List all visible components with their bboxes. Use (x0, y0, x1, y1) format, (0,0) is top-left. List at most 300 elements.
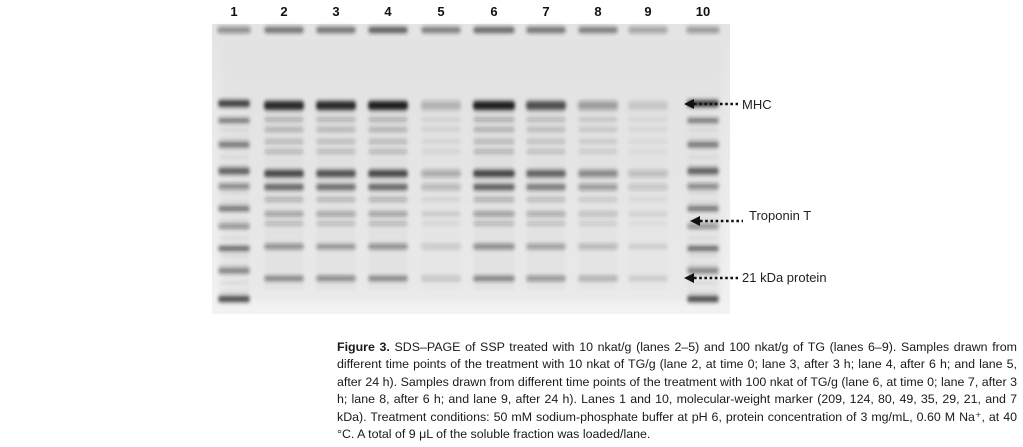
gel-band (474, 286, 514, 288)
gel-band (527, 238, 565, 240)
gel-band (422, 238, 460, 240)
lane-number: 6 (490, 4, 498, 19)
gel-band (219, 237, 249, 239)
gel-band (317, 136, 355, 138)
gel-band (219, 129, 249, 131)
gel-band (473, 101, 515, 110)
gel-band (317, 226, 355, 228)
gel-band (265, 262, 303, 264)
gel-band (219, 210, 249, 212)
gel-band (579, 232, 617, 234)
gel-band (473, 222, 515, 225)
gel-band (369, 166, 407, 168)
gel-band (369, 262, 407, 264)
gel-band (688, 174, 718, 176)
gel-band (688, 120, 718, 122)
gel-band (219, 264, 249, 266)
gel-band (579, 196, 617, 198)
lane-number: 2 (280, 4, 288, 19)
gel-band (422, 130, 460, 132)
gel-band (265, 136, 303, 138)
gel-band (422, 142, 460, 144)
gel-band (629, 190, 667, 192)
gel-band (474, 262, 514, 264)
gel-band (317, 196, 355, 198)
gel-band (579, 250, 617, 252)
gel-band (527, 214, 565, 216)
gel-band (527, 142, 565, 144)
gel-band (579, 268, 617, 270)
gel-band (578, 222, 618, 225)
gel-band (316, 150, 356, 153)
gel-band (265, 214, 303, 216)
gel-band (422, 208, 460, 210)
gel-band (422, 118, 460, 120)
gel-band (265, 226, 303, 228)
gel-band (527, 172, 565, 174)
gel-band (579, 112, 617, 114)
gel-band (265, 130, 303, 132)
gel-band (474, 238, 514, 240)
gel-band (629, 274, 667, 276)
gel-band (265, 172, 303, 174)
gel-band (474, 172, 514, 174)
gel-band (317, 250, 355, 252)
lane-number: 8 (594, 4, 602, 19)
gel-band (369, 196, 407, 198)
gel-band (474, 130, 514, 132)
gel-band (317, 286, 355, 288)
gel-band (474, 220, 514, 222)
gel-band (629, 142, 667, 144)
gel-band (265, 244, 303, 246)
gel-band (218, 142, 250, 147)
gel-band (219, 174, 249, 176)
lane-number: 1 (230, 4, 238, 19)
gel-band (369, 208, 407, 210)
gel-band (688, 156, 718, 158)
gel-band (316, 222, 356, 225)
gel-band (688, 246, 718, 248)
gel-band (629, 286, 667, 288)
gel-band (578, 150, 618, 153)
gel-band (629, 118, 667, 120)
gel-band (527, 178, 565, 180)
gel-band (474, 280, 514, 282)
gel-band (474, 136, 514, 138)
gel-band (317, 118, 355, 120)
gel-band (369, 184, 407, 186)
gel-band (265, 118, 303, 120)
figure-caption (337, 339, 1017, 443)
gel-band (422, 112, 460, 114)
gel-band (264, 101, 304, 110)
gel-band (579, 178, 617, 180)
gel-band (687, 296, 719, 302)
gel-band (629, 172, 667, 174)
gel-band (316, 101, 356, 110)
gel-band (579, 184, 617, 186)
gel-band (474, 274, 514, 276)
gel-band (369, 232, 407, 234)
gel-band (688, 282, 718, 284)
gel-band (422, 256, 460, 258)
gel-band (527, 202, 565, 204)
lane-number: 9 (644, 4, 652, 19)
gel-band (687, 142, 719, 147)
gel-band (527, 232, 565, 234)
gel-band (474, 256, 514, 258)
gel-band (578, 27, 618, 33)
gel-band (368, 222, 408, 225)
gel-band (369, 130, 407, 132)
gel-band (317, 184, 355, 186)
gel-band (579, 244, 617, 246)
gel-band (688, 264, 718, 266)
gel-band (629, 154, 667, 156)
gel-band (579, 136, 617, 138)
gel-band (265, 160, 303, 162)
gel-band (317, 238, 355, 240)
gel-band (317, 214, 355, 216)
gel-band (265, 148, 303, 150)
gel-band (369, 202, 407, 204)
gel-band (369, 148, 407, 150)
kda21-protein-label: 21 kDa protein (742, 270, 827, 285)
gel-band (688, 237, 718, 239)
gel-band (527, 130, 565, 132)
gel-band (526, 27, 566, 33)
gel-band (219, 219, 249, 221)
gel-band (265, 232, 303, 234)
gel-band (474, 166, 514, 168)
lane-number: 4 (384, 4, 392, 19)
gel-band (422, 220, 460, 222)
gel-band (473, 198, 515, 201)
gel-band (688, 147, 718, 149)
gel-band (527, 196, 565, 198)
gel-band (422, 160, 460, 162)
gel-band (265, 124, 303, 126)
gel-band (422, 274, 460, 276)
gel-band (219, 165, 249, 167)
gel-band (688, 183, 718, 185)
gel-band (219, 246, 249, 248)
gel-band (579, 166, 617, 168)
gel-band (218, 224, 250, 228)
gel-band (688, 192, 718, 194)
gel-band (218, 268, 250, 273)
gel-band (265, 268, 303, 270)
gel-band (578, 101, 618, 110)
gel-band (369, 274, 407, 276)
gel-band (317, 124, 355, 126)
gel-band (579, 220, 617, 222)
gel-band (474, 178, 514, 180)
gel-band (688, 255, 718, 257)
gel-band (422, 232, 460, 234)
gel-band (421, 150, 461, 153)
gel-band (422, 184, 460, 186)
gel-band (218, 296, 250, 302)
gel-band (264, 222, 304, 225)
gel-band (579, 118, 617, 120)
gel-band (317, 148, 355, 150)
gel-band (369, 178, 407, 180)
gel-band (422, 190, 460, 192)
gel-band (527, 124, 565, 126)
gel-band (579, 262, 617, 264)
gel-band (422, 250, 460, 252)
gel-band (474, 232, 514, 234)
gel-band (317, 220, 355, 222)
gel-band (265, 166, 303, 168)
gel-band (579, 172, 617, 174)
gel-band (527, 118, 565, 120)
gel-band (579, 154, 617, 156)
gel-band (474, 112, 514, 114)
gel-band (579, 280, 617, 282)
gel-band (265, 274, 303, 276)
caption-text: SDS–PAGE of SSP treated with 10 nkat/g (lanes 2–5) and 100 nkat/g of TG (lanes 6–9). Samples drawn from different time points of the treatment with 10 nkat of TG/g (lane 2, at time 0; lane 3, after 3 h; lane 4, after 6 h; and lane 5, after 24 h). Samples drawn from different time points of the treatment with 100 nkat of TG/g (lane 6, at time 0; lane 7, after 3 h; lane 8, after 6 h; and lane 9, after 24 h). Lanes 1 and 10, molecular-weight marker (209, 124, 80, 49, 35, 29, 21, and 7 kDa). Treatment conditions: 50 mM sodium-phosphate buffer at pH 6, protein concentration of 3 mg/mL, 0.60 M Na⁺, at 40 °C. A total of 9 μL of the soluble fraction was loaded/lane. (337, 340, 1017, 442)
gel-band (265, 142, 303, 144)
gel-band (422, 124, 460, 126)
gel-band (473, 150, 515, 153)
gel-band (579, 160, 617, 162)
gel-band (688, 291, 718, 293)
gel-band (527, 190, 565, 192)
gel-band (219, 147, 249, 149)
gel-band (368, 27, 408, 33)
gel-band (687, 224, 719, 228)
gel-band (422, 262, 460, 264)
gel-band (421, 27, 461, 33)
troponin-t-label: Troponin T (749, 208, 812, 223)
gel-band (579, 190, 617, 192)
gel-band (629, 130, 667, 132)
gel-band (474, 226, 514, 228)
gel-band (265, 202, 303, 204)
gel-band (527, 268, 565, 270)
gel-band (474, 142, 514, 144)
gel-band (317, 280, 355, 282)
gel-band (219, 228, 249, 230)
figure-label: Figure 3. (337, 340, 390, 354)
gel-band (317, 154, 355, 156)
gel-band (474, 208, 514, 210)
gel-band (474, 118, 514, 120)
gel-band (527, 166, 565, 168)
gel-band (369, 172, 407, 174)
gel-band (265, 256, 303, 258)
gel-band (579, 274, 617, 276)
gel-band (688, 165, 718, 167)
gel-band (473, 27, 515, 33)
gel-band (369, 190, 407, 192)
gel-band (422, 214, 460, 216)
gel-band (579, 238, 617, 240)
gel-band (527, 160, 565, 162)
gel-band (579, 148, 617, 150)
gel-band (527, 274, 565, 276)
gel-band (422, 166, 460, 168)
gel-band (264, 27, 304, 33)
gel-band (265, 178, 303, 180)
gel-band (474, 154, 514, 156)
gel-band (317, 262, 355, 264)
gel-band (579, 256, 617, 258)
gel-band (317, 172, 355, 174)
gel-band (629, 136, 667, 138)
gel-band (687, 268, 719, 273)
gel-band (422, 136, 460, 138)
gel-band (265, 238, 303, 240)
gel-band (422, 226, 460, 228)
gel-band (527, 220, 565, 222)
gel-band (628, 101, 668, 110)
gel-band (219, 192, 249, 194)
gel-band (579, 124, 617, 126)
gel-band (629, 214, 667, 216)
gel-band (629, 268, 667, 270)
gel-band (421, 222, 461, 225)
gel-band (527, 154, 565, 156)
gel-band (629, 244, 667, 246)
gel-band (264, 198, 304, 201)
gel-band (369, 136, 407, 138)
gel-band (422, 178, 460, 180)
gel-band (219, 156, 249, 158)
gel-band (422, 154, 460, 156)
gel-band (422, 268, 460, 270)
gel-band (422, 196, 460, 198)
gel-band (527, 112, 565, 114)
gel-band (317, 244, 355, 246)
gel-band (629, 112, 667, 114)
gel-band (369, 280, 407, 282)
gel-band (527, 136, 565, 138)
gel-band (219, 255, 249, 257)
gel-band (629, 124, 667, 126)
gel-band (629, 184, 667, 186)
gel-band (218, 168, 250, 174)
gel-band (527, 184, 565, 186)
gel-band (628, 198, 668, 201)
gel-band (688, 138, 718, 140)
gel-band (265, 220, 303, 222)
gel-band (219, 201, 249, 203)
gel-band (317, 256, 355, 258)
gel-band (265, 112, 303, 114)
gel-band (474, 268, 514, 270)
lane-number-labels (230, 4, 710, 19)
gel-band (527, 250, 565, 252)
gel-band (369, 118, 407, 120)
gel-band (629, 256, 667, 258)
gel-band (629, 148, 667, 150)
gel-band (421, 198, 461, 201)
gel-band (369, 250, 407, 252)
gel-band (369, 220, 407, 222)
gel-band (628, 222, 668, 225)
gel-band (317, 178, 355, 180)
gel-band (219, 120, 249, 122)
gel-band (369, 124, 407, 126)
gel-band (688, 228, 718, 230)
gel-band (316, 198, 356, 201)
gel-band (218, 100, 250, 107)
gel-band (317, 190, 355, 192)
gel-band (527, 286, 565, 288)
gel-band (474, 250, 514, 252)
gel-band (422, 148, 460, 150)
gel-band (474, 214, 514, 216)
gel-band (369, 268, 407, 270)
gel-band (579, 130, 617, 132)
gel-band (317, 166, 355, 168)
gel-band (219, 291, 249, 293)
gel-band (579, 142, 617, 144)
gel-band (474, 202, 514, 204)
gel-band (317, 160, 355, 162)
gel-band (629, 202, 667, 204)
gel-band (579, 202, 617, 204)
gel-band (369, 256, 407, 258)
gel-band (219, 138, 249, 140)
gel-band (217, 27, 251, 33)
gel-band (422, 286, 460, 288)
gel-band (527, 280, 565, 282)
gel-band (265, 208, 303, 210)
gel-band (526, 101, 566, 110)
gel-band (368, 101, 408, 110)
gel-band (317, 130, 355, 132)
gel-band (629, 220, 667, 222)
gel-band (422, 172, 460, 174)
gel-band (688, 201, 718, 203)
gel-band (629, 238, 667, 240)
gel-band (368, 150, 408, 153)
gel-band (317, 274, 355, 276)
gel-band (579, 286, 617, 288)
gel-band (578, 198, 618, 201)
gel-band (628, 150, 668, 153)
gel-band (688, 129, 718, 131)
gel-band (629, 178, 667, 180)
gel-band (629, 262, 667, 264)
gel-band (527, 208, 565, 210)
mhc-label: MHC (742, 97, 772, 112)
gel-band (316, 27, 356, 33)
gel-band (629, 208, 667, 210)
gel-band (265, 184, 303, 186)
gel-band (219, 282, 249, 284)
gel-band (629, 280, 667, 282)
gel-band (629, 232, 667, 234)
gel-band (265, 280, 303, 282)
gel-band (686, 27, 720, 33)
gel-band (527, 148, 565, 150)
gel-band (629, 250, 667, 252)
gel-band (526, 150, 566, 153)
gel-band (369, 238, 407, 240)
gel-band (474, 184, 514, 186)
gel-band (579, 208, 617, 210)
gel-band (687, 168, 719, 174)
gel-band (369, 214, 407, 216)
gel-band (265, 286, 303, 288)
gel-band (474, 244, 514, 246)
